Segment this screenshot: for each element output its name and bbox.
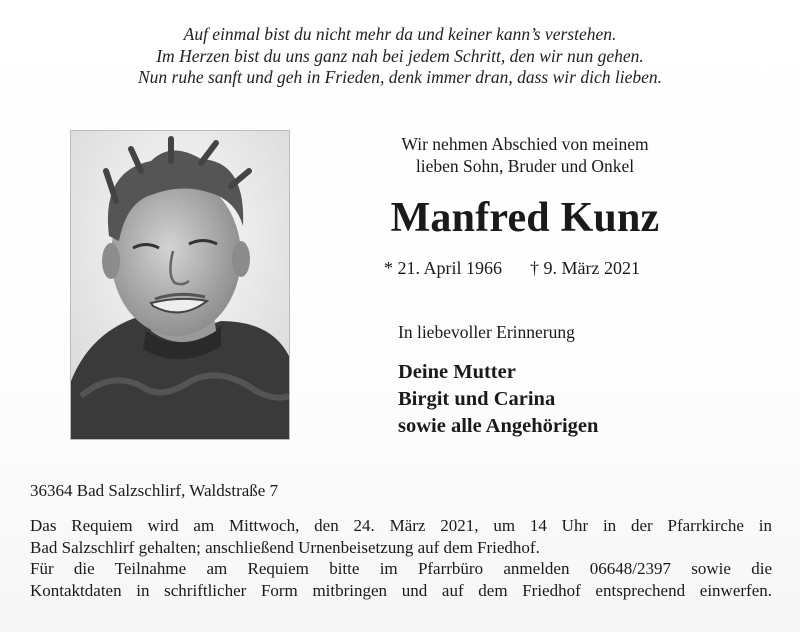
death-date: † 9. März 2021 xyxy=(530,258,640,278)
poem-line-2: Im Herzen bist du uns ganz nah bei jedem Schritt, den wir nun gehen. xyxy=(156,45,644,66)
requiem-notice xyxy=(30,515,772,601)
mourners-list xyxy=(398,359,598,440)
notice-line-4: Kontaktdaten in schriftlicher Form mitbringen und auf dem Friedhof entsprechend einwerfen. xyxy=(30,580,772,600)
farewell-intro xyxy=(350,133,700,177)
intro-line-2: lieben Sohn, Bruder und Onkel xyxy=(415,156,635,176)
mourner-line-3: sowie alle Angehörigen xyxy=(398,415,599,437)
memory-line: In liebevoller Erinnerung xyxy=(398,322,575,342)
deceased-name: Manfred Kunz xyxy=(390,195,660,241)
life-dates xyxy=(384,258,684,279)
notice-line-3: Für die Teilnahme am Requiem bitte im Pfarrbüro anmelden 06648/2397 sowie die xyxy=(30,559,772,578)
portrait-photo xyxy=(70,130,290,440)
notice-line-2: Bad Salzschlirf gehalten; anschließend Urnenbeisetzung auf dem Friedhof. xyxy=(30,537,540,557)
birth-date: * 21. April 1966 xyxy=(384,258,503,278)
notice-line-1: Das Requiem wird am Mittwoch, den 24. März 2021, um 14 Uhr in der Pfarrkirche in xyxy=(30,516,772,535)
family-address: 36364 Bad Salzschlirf, Waldstraße 7 xyxy=(30,481,279,500)
poem-line-1: Auf einmal bist du nicht mehr da und keiner kann’s verstehen. xyxy=(183,24,617,44)
intro-line-1: Wir nehmen Abschied von meinem xyxy=(401,134,649,154)
mourner-line-1: Deine Mutter xyxy=(398,361,516,383)
memorial-poem xyxy=(0,24,800,89)
poem-line-3: Nun ruhe sanft und geh in Frieden, denk immer dran, dass wir dich lieben. xyxy=(138,67,662,87)
mourner-line-2: Birgit und Carina xyxy=(398,388,556,410)
